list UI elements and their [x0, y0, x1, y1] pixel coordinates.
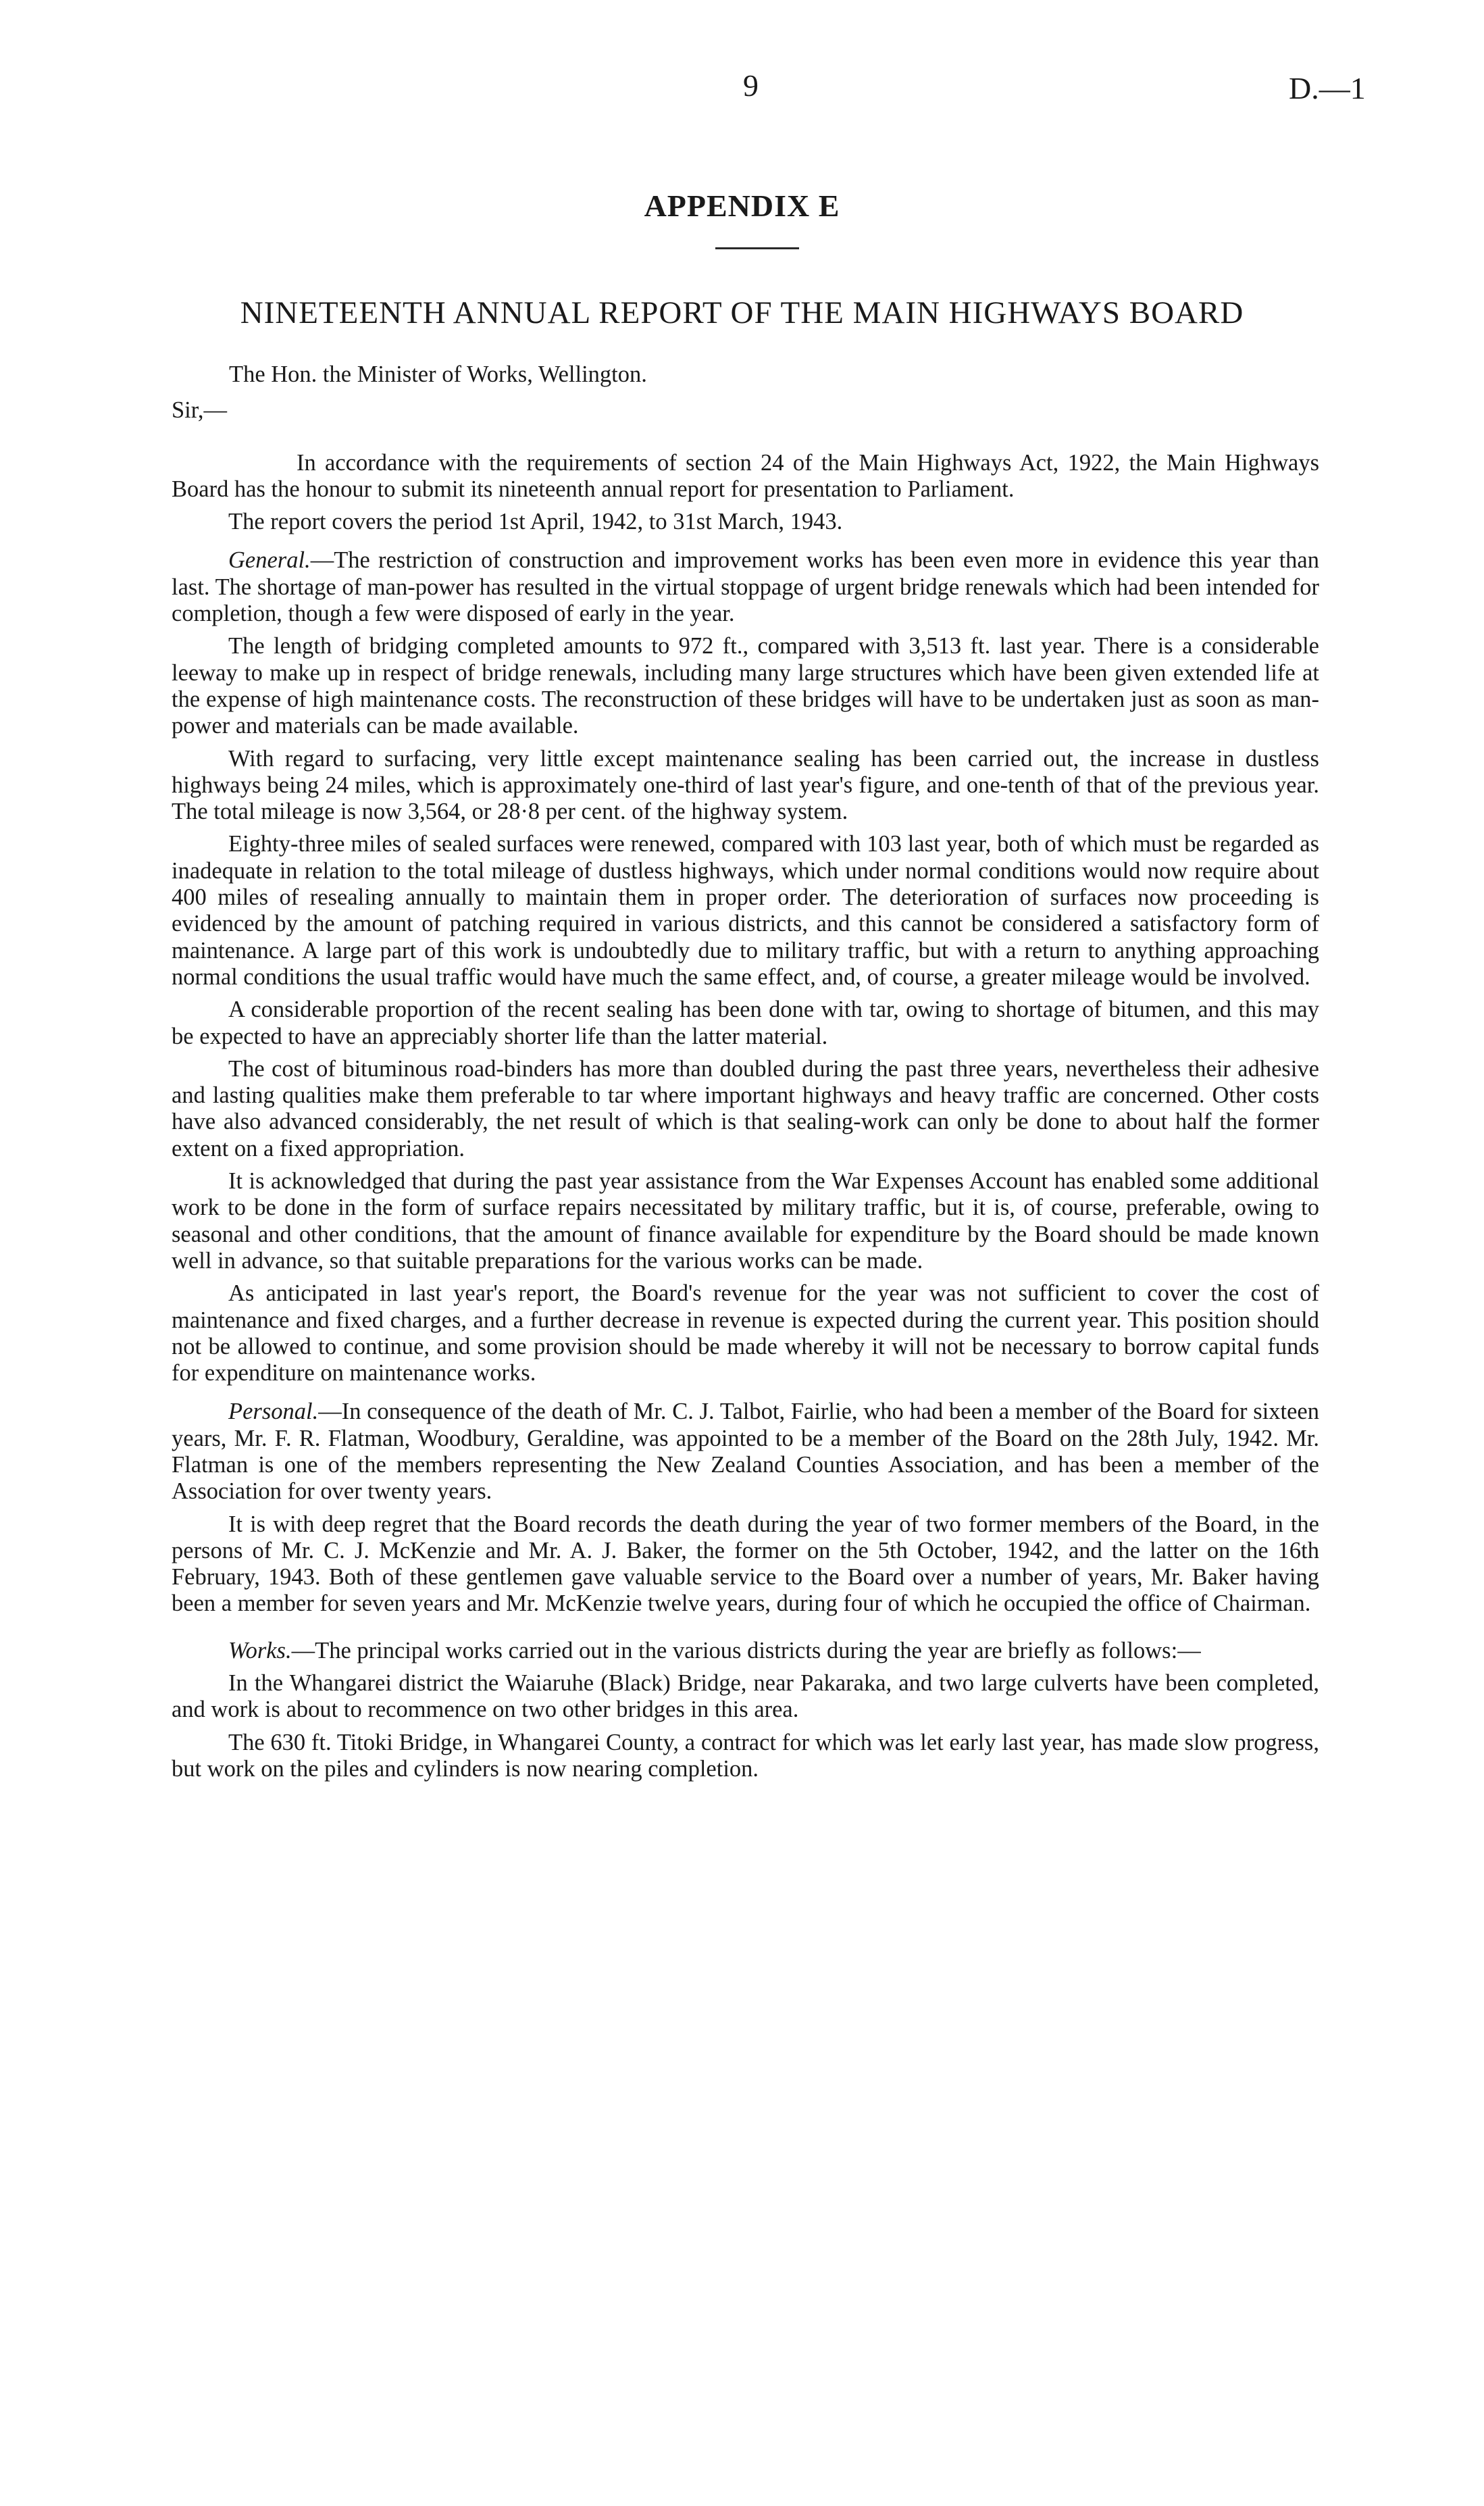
paragraph-titoki-bridge: The 630 ft. Titoki Bridge, in Whangarei County, a contract for which was let early last year, has made slow progress, but work on the piles and cylinders is now nearing completion. — [172, 1729, 1319, 1782]
title-divider — [715, 247, 799, 249]
page-number: 9 — [743, 68, 759, 103]
appendix-heading: APPENDIX E — [644, 189, 840, 223]
paragraph-binder-cost: The cost of bituminous road-binders has more than doubled during the past three years, nevertheless their adhesive and lasting qualities make them preferable to tar where important highways and heavy traffic are concerned. Other costs have also advanced considerably, the net result of which is that sealing-work can only be done to about half the former extent on a fixed appropriation. — [172, 1055, 1319, 1161]
paragraph-general — [172, 547, 1319, 627]
paragraph-personal — [172, 1399, 1319, 1505]
paragraph-works — [172, 1638, 1319, 1664]
section-lead-general: General. — [228, 547, 311, 574]
paragraph-revenue: As anticipated in last year's report, the Board's revenue for the year was not sufficient to cover the cost of maintenance and fixed charges, and a further decrease in revenue is expected during the current year. This position should not be allowed to continue, and some provision should be made whereby it will not be necessary to borrow capital funds for expenditure on maintenance works. — [172, 1280, 1319, 1386]
salutation: Sir,— — [172, 397, 228, 424]
paragraph-period: The report covers the period 1st April, 1942, to 31st March, 1943. — [228, 509, 843, 535]
addressee: The Hon. the Minister of Works, Wellington. — [229, 361, 647, 387]
paragraph-submission: In accordance with the requirements of section 24 of the Main Highways Act, 1922, the Main Highways Board has the honour to submit its nineteenth annual report for presentation to Parliament. — [172, 449, 1319, 502]
section-lead-works: Works. — [228, 1637, 292, 1663]
section-lead-personal: Personal. — [228, 1399, 319, 1425]
report-title: NINETEENTH ANNUAL REPORT OF THE MAIN HIGHWAYS BOARD — [240, 295, 1244, 330]
paragraph-surfacing: With regard to surfacing, very little except maintenance sealing has been carried out, the increase in dustless highways being 24 miles, which is approximately one-third of last year's figure, and one-tenth of that of the previous year. The total mileage is now 3,564, or 28·8 per cent. of the highway system. — [172, 745, 1319, 825]
paragraph-bridging: The length of bridging completed amounts to 972 ft., compared with 3,513 ft. last year. There is a considerable leeway to make up in respect of bridge renewals, including many large structures which have been given extended life at the expense of high maintenance costs. The reconstruction of these bridges will have to be undertaken just as soon as man-power and materials can be made available. — [172, 633, 1319, 739]
paragraph-war-expenses: It is acknowledged that during the past year assistance from the War Expenses Account has enabled some additional work to be done in the form of surface repairs necessitated by military traffic, but it is, of course, preferable, owing to seasonal and other conditions, that the amount of finance available for expenditure by the Board should be made known well in advance, so that suitable preparations for the various works can be made. — [172, 1168, 1319, 1274]
paragraph-personal-text: —In consequence of the death of Mr. C. J. Talbot, Fairlie, who had been a member of the Board for sixteen years, Mr. F. R. Flatman, Woodbury, Geraldine, was appointed to be a member of the Board on the 28th July, 1942. Mr. Flatman is one of the members representing the New Zealand Counties Association, and has been a member of the Association for over twenty years. — [172, 1399, 1319, 1505]
paragraph-whangarei: In the Whangarei district the Waiaruhe (Black) Bridge, near Pakaraka, and two large culverts have been completed, and work is about to recommence on two other bridges in this area. — [172, 1670, 1319, 1723]
paragraph-resealing: Eighty-three miles of sealed surfaces were renewed, compared with 103 last year, both of which must be regarded as inadequate in relation to the total mileage of dustless highways, which under normal conditions would now require about 400 miles of resealing annually to maintain them in proper order. The deterioration of surfaces now proceeding is evidenced by the amount of patching required in various districts, and this cannot be considered a satisfactory form of maintenance. A large part of this work is undoubtedly due to military traffic, but with a return to anything approaching normal conditions the usual traffic would have much the same effect, and, of course, a greater mileage would be involved. — [172, 831, 1319, 990]
paragraph-works-text: —The principal works carried out in the various districts during the year are briefly as follows:— — [291, 1637, 1201, 1663]
document-reference: D.—1 — [1289, 71, 1366, 105]
paragraph-general-text: —The restriction of construction and improvement works has been even more in evidence this year than last. The shortage of man-power has resulted in the virtual stoppage of urgent bridge renewals which had been intended for completion, though a few were disposed of early in the year. — [172, 547, 1319, 627]
paragraph-tar: A considerable proportion of the recent sealing has been done with tar, owing to shortage of bitumen, and this may be expected to have an appreciably shorter life than the latter material. — [172, 997, 1319, 1049]
paragraph-obituary: It is with deep regret that the Board records the death during the year of two former members of the Board, in the persons of Mr. C. J. McKenzie and Mr. A. J. Baker, the former on the 5th October, 1942, and the latter on the 16th February, 1943. Both of these gentlemen gave valuable service to the Board over a number of years, Mr. Baker having been a member for seven years and Mr. McKenzie twelve years, during four of which he occupied the office of Chairman. — [172, 1511, 1319, 1617]
report-body — [172, 361, 1319, 1782]
